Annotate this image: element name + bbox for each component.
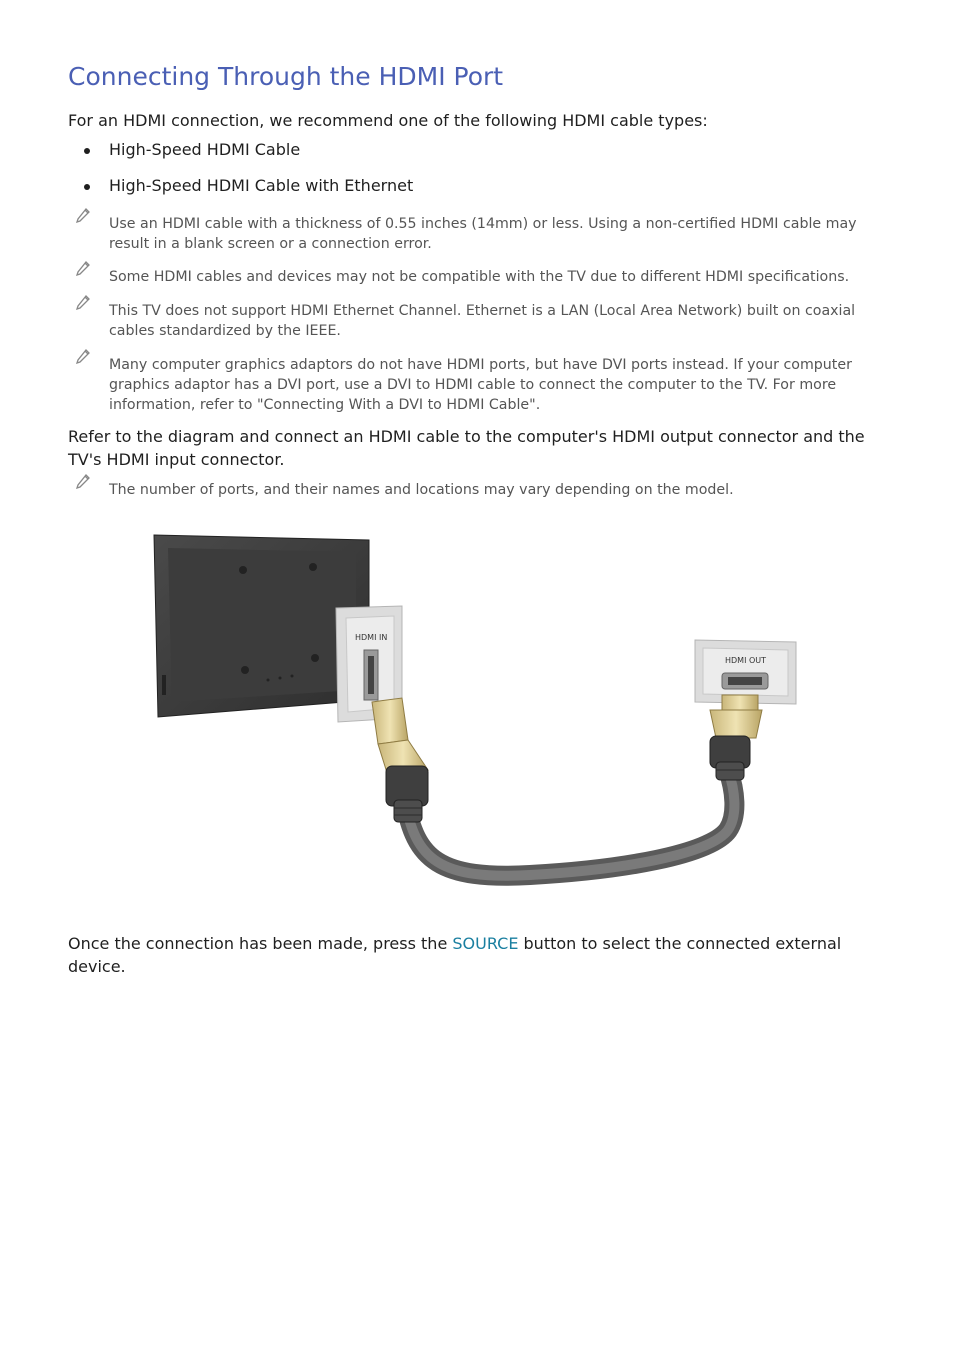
refer-text: Refer to the diagram and connect an HDMI cable to the computer's HDMI output connector and the TV's HDMI input connector.: [68, 427, 865, 469]
pencil-icon: [74, 348, 92, 366]
cable-type-list: [68, 138, 868, 210]
source-button-label: SOURCE: [452, 934, 519, 953]
note-dvi: Many computer graphics adaptors do not have HDMI ports, but have DVI ports instead. If your computer graphics adaptor has a DVI port, use a DVI to HDMI cable to connect the computer to the TV. For more information, refer to "Connecting With a DVI to HDMI Cable".: [68, 355, 878, 415]
note-ethernet: This TV does not support HDMI Ethernet Channel. Ethernet is a LAN (Local Area Network) built on coaxial cables standardized by the IEEE.: [68, 301, 878, 341]
hdmi-in-label: HDMI IN: [355, 633, 388, 642]
intro-text: For an HDMI connection, we recommend one of the following HDMI cable types:: [68, 111, 708, 130]
note-cable-thickness: Use an HDMI cable with a thickness of 0.55 inches (14mm) or less. Using a non-certified HDMI cable may result in a blank screen or a connection error.: [68, 214, 878, 254]
list-item: High-Speed HDMI Cable: [68, 138, 868, 174]
bullet-dot: [84, 148, 90, 154]
final-instruction: Once the connection has been made, press the SOURCE button to select the connected external device.: [68, 934, 842, 976]
hdmi-out-port-panel: [695, 640, 796, 704]
bullet-dot: [84, 184, 90, 190]
hdmi-cable: [405, 770, 734, 876]
pencil-icon: [74, 473, 92, 491]
hdmi-connector-left: [372, 698, 428, 822]
note-ports: The number of ports, and their names and locations may vary depending on the model.: [68, 480, 878, 500]
pencil-icon: [74, 294, 92, 312]
list-item: High-Speed HDMI Cable with Ethernet: [68, 174, 868, 210]
note-compatibility: Some HDMI cables and devices may not be compatible with the TV due to different HDMI specifications.: [68, 267, 878, 287]
hdmi-out-label: HDMI OUT: [725, 656, 767, 665]
hdmi-connection-diagram: [150, 530, 810, 900]
pencil-icon: [74, 260, 92, 278]
page-title: Connecting Through the HDMI Port: [68, 62, 504, 91]
hdmi-connector-right: [710, 695, 762, 780]
pencil-icon: [74, 207, 92, 225]
